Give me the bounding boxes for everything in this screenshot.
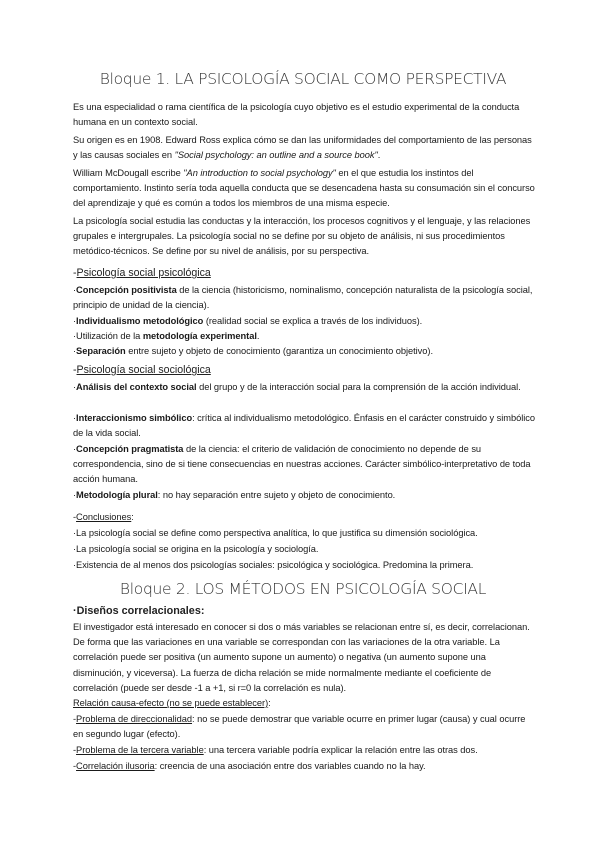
heading-correlacionales: ·Diseños correlacionales: <box>73 605 205 617</box>
list-item-psicologica: ·Utilización de la metodología experimental. <box>73 331 260 341</box>
list-item-sociologica: ·Metodología plural: no hay separación entre sujeto y objeto de conocimiento. <box>73 490 396 500</box>
intro-paragraph-3: William McDougall escribe "An introduction to social psychology" en el que estudia los instintos del comportamiento. Instinto sería toda aquella conducta que se desencadena hasta su consumación sin el concurso del aprendizaje y qué es común a todos los miembros de una misma especie. <box>73 168 535 209</box>
conclusion-item: ·La psicología social se origina en la psicología y sociología. <box>73 544 319 554</box>
conclusion-item: ·Existencia de al menos dos psicologías sociales: psicológica y sociológica. Predomina la primera. <box>73 560 474 570</box>
intro-paragraph-4: La psicología social estudia las conductas y la interacción, los procesos cognitivos y el lenguaje, y las relaciones grupales e intergrupales. La psicología social no se define por su objeto de análisis, ni sus procedimientos metódico-técnicos. Se define por su nivel de análisis, por su perspectiva. <box>73 216 531 257</box>
list-item-sociologica: ·Concepción pragmatista de la ciencia: el criterio de validación de conocimiento no depende de su correspondencia, sino de si tiene consecuencias en nuestras acciones. Carácter simbólico-interpretativo de toda acción humana. <box>73 444 531 485</box>
list-item-psicologica: ·Individualismo metodológico (realidad social se explica a través de los individuos). <box>73 316 423 326</box>
problem-item: -Problema de direccionalidad: no se puede demostrar que variable ocurre en primer lugar (causa) y cual ocurre en segundo lugar (efecto). <box>73 714 526 740</box>
heading-psicologica: -Psicología social psicológica <box>73 267 211 279</box>
bloque2-title: Bloque 2. LOS MÉTODOS EN PSICOLOGÍA SOCIAL <box>119 580 487 598</box>
list-item-sociologica: ·Interaccionismo simbólico: crítica al individualismo metodológico. Énfasis en el carácter construido y simbólico de la vida social. <box>73 413 535 439</box>
intro-paragraph-2: Su origen es en 1908. Edward Ross explica cómo se dan las uniformidades del comportamiento de las personas y las causas sociales en "Social psychology: an outline and a source book". <box>73 135 532 161</box>
heading-conclusiones: -Conclusiones: <box>73 512 134 522</box>
intro-paragraph-1: Es una especialidad o rama científica de la psicología cuyo objetivo es el estudio experimental de la conducta humana en un contexto social. <box>73 102 520 128</box>
correlacionales-paragraph: El investigador está interesado en conocer si dos o más variables se relacionan entre sí, es decir, correlacionan. De forma que las variaciones en una variable se correspondan con las variaciones de la otra variable. La correlación puede ser positiva (un aumento supone un aumento) o negativa (un aumento supone una disminución, y viceversa). La fuerza de dicha relación se mide normalmente mediante el coeficiente de correlación (puede ser desde -1 a +1, si r=0 la correlación es nula). <box>73 622 530 693</box>
list-item-sociologica: ·Análisis del contexto social del grupo y de la interacción social para la comprensión de la acción individual. <box>73 382 521 392</box>
heading-sociologica: -Psicología social sociológica <box>73 364 211 376</box>
conclusion-item: ·La psicología social se define como perspectiva analítica, lo que justifica su dimensión sociológica. <box>73 528 478 538</box>
problem-item: -Problema de la tercera variable: una tercera variable podría explicar la relación entre las otras dos. <box>73 745 478 755</box>
list-item-psicologica: ·Separación entre sujeto y objeto de conocimiento (garantiza un conocimiento objetivo). <box>73 346 433 356</box>
bloque1-title: Bloque 1. LA PSICOLOGÍA SOCIAL COMO PERSPECTIVA <box>99 70 507 88</box>
problem-item: -Correlación ilusoria: creencia de una asociación entre dos variables cuando no la hay. <box>73 761 426 771</box>
list-item-psicologica: ·Concepción positivista de la ciencia (historicismo, nominalismo, concepción naturalista de la psicología social, principio de unidad de la ciencia). <box>73 285 533 311</box>
causa-efecto-heading: Relación causa-efecto (no se puede establecer): <box>73 698 271 708</box>
